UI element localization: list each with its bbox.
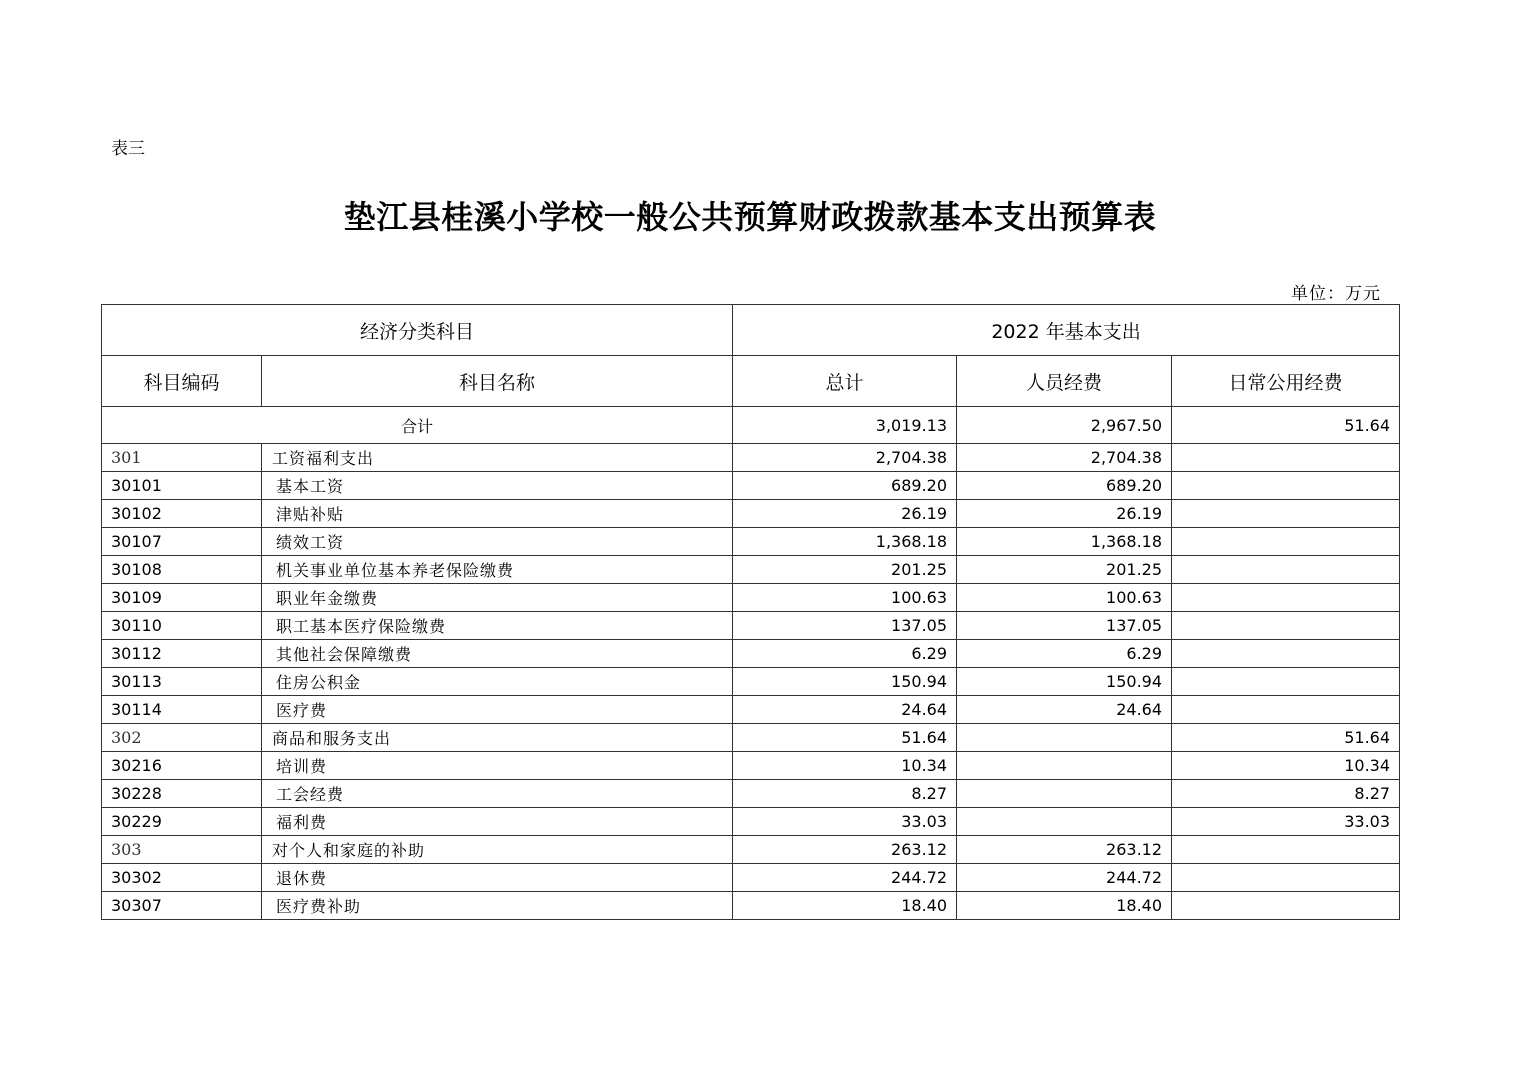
table-row: [102, 696, 1400, 724]
row-personnel: 689.20: [957, 472, 1172, 500]
row-public: 8.27: [1172, 780, 1400, 808]
row-name: 商品和服务支出: [262, 724, 733, 752]
table-number-label: 表三: [111, 139, 145, 159]
row-personnel: 201.25: [957, 556, 1172, 584]
row-public: 51.64: [1172, 724, 1400, 752]
row-name: 医疗费补助: [262, 892, 733, 920]
row-code: 30228: [102, 780, 262, 808]
row-name: 工会经费: [262, 780, 733, 808]
row-code: 303: [102, 836, 262, 864]
row-personnel: [957, 724, 1172, 752]
budget-table: [101, 304, 1400, 920]
row-total: 150.94: [733, 668, 957, 696]
row-code: 30302: [102, 864, 262, 892]
row-public: [1172, 696, 1400, 724]
row-total: 51.64: [733, 724, 957, 752]
header-personnel: 人员经费: [957, 356, 1172, 407]
row-name: 绩效工资: [262, 528, 733, 556]
row-public: [1172, 500, 1400, 528]
row-personnel: [957, 752, 1172, 780]
header-total: 总计: [733, 356, 957, 407]
row-code: 301: [102, 444, 262, 472]
row-total: 33.03: [733, 808, 957, 836]
header-economic-category: 经济分类科目: [102, 305, 733, 356]
row-public: [1172, 864, 1400, 892]
row-personnel: 26.19: [957, 500, 1172, 528]
header-code: 科目编码: [102, 356, 262, 407]
row-public: [1172, 444, 1400, 472]
row-personnel: 100.63: [957, 584, 1172, 612]
table-row: [102, 640, 1400, 668]
row-personnel: 244.72: [957, 864, 1172, 892]
row-name: 对个人和家庭的补助: [262, 836, 733, 864]
table-row: [102, 528, 1400, 556]
table-row: [102, 444, 1400, 472]
page-title: 垫江县桂溪小学校一般公共预算财政拨款基本支出预算表: [343, 198, 1157, 236]
table-row: [102, 500, 1400, 528]
row-name: 其他社会保障缴费: [262, 640, 733, 668]
row-total: 24.64: [733, 696, 957, 724]
row-code: 30113: [102, 668, 262, 696]
row-name: 住房公积金: [262, 668, 733, 696]
row-name: 机关事业单位基本养老保险缴费: [262, 556, 733, 584]
table-row: [102, 780, 1400, 808]
row-public: [1172, 584, 1400, 612]
header-group-row: [102, 305, 1400, 356]
header-name: 科目名称: [262, 356, 733, 407]
row-code: 30109: [102, 584, 262, 612]
row-name: 职工基本医疗保险缴费: [262, 612, 733, 640]
row-total: 26.19: [733, 500, 957, 528]
row-total: 6.29: [733, 640, 957, 668]
header-basic-expenditure: 2022 年基本支出: [733, 305, 1400, 356]
row-total: 1,368.18: [733, 528, 957, 556]
row-personnel: 2,704.38: [957, 444, 1172, 472]
table-row: [102, 864, 1400, 892]
row-public: [1172, 668, 1400, 696]
total-row: [102, 407, 1400, 444]
row-personnel: 18.40: [957, 892, 1172, 920]
table-row: [102, 612, 1400, 640]
row-personnel: 137.05: [957, 612, 1172, 640]
row-code: 30101: [102, 472, 262, 500]
table-row: [102, 668, 1400, 696]
table-row: [102, 472, 1400, 500]
row-code: 30229: [102, 808, 262, 836]
row-name: 福利费: [262, 808, 733, 836]
row-code: 30112: [102, 640, 262, 668]
row-public: [1172, 612, 1400, 640]
row-total: 10.34: [733, 752, 957, 780]
row-code: 30108: [102, 556, 262, 584]
table-row: [102, 808, 1400, 836]
row-personnel: 6.29: [957, 640, 1172, 668]
row-name: 职业年金缴费: [262, 584, 733, 612]
total-label: 合计: [102, 407, 733, 444]
row-total: 2,704.38: [733, 444, 957, 472]
table-row: [102, 556, 1400, 584]
row-personnel: 24.64: [957, 696, 1172, 724]
row-public: [1172, 556, 1400, 584]
row-public: [1172, 640, 1400, 668]
row-name: 基本工资: [262, 472, 733, 500]
row-code: 30107: [102, 528, 262, 556]
row-code: 30216: [102, 752, 262, 780]
row-public: [1172, 472, 1400, 500]
table-row: [102, 836, 1400, 864]
total-public: 51.64: [1172, 407, 1400, 444]
table-row: [102, 752, 1400, 780]
row-public: [1172, 836, 1400, 864]
header-public: 日常公用经费: [1172, 356, 1400, 407]
row-total: 100.63: [733, 584, 957, 612]
row-name: 培训费: [262, 752, 733, 780]
table-row: [102, 584, 1400, 612]
row-personnel: [957, 808, 1172, 836]
row-total: 18.40: [733, 892, 957, 920]
row-name: 工资福利支出: [262, 444, 733, 472]
row-personnel: 150.94: [957, 668, 1172, 696]
total-personnel: 2,967.50: [957, 407, 1172, 444]
row-name: 退休费: [262, 864, 733, 892]
row-code: 30114: [102, 696, 262, 724]
row-name: 医疗费: [262, 696, 733, 724]
header-column-row: [102, 356, 1400, 407]
table-row: [102, 892, 1400, 920]
row-code: 30102: [102, 500, 262, 528]
unit-label: 单位：万元: [1291, 284, 1381, 304]
row-total: 8.27: [733, 780, 957, 808]
row-code: 30110: [102, 612, 262, 640]
row-total: 244.72: [733, 864, 957, 892]
row-public: 10.34: [1172, 752, 1400, 780]
row-personnel: 263.12: [957, 836, 1172, 864]
row-total: 689.20: [733, 472, 957, 500]
row-code: 302: [102, 724, 262, 752]
total-total: 3,019.13: [733, 407, 957, 444]
row-personnel: [957, 780, 1172, 808]
table-row: [102, 724, 1400, 752]
row-public: [1172, 528, 1400, 556]
row-personnel: 1,368.18: [957, 528, 1172, 556]
row-total: 137.05: [733, 612, 957, 640]
row-public: [1172, 892, 1400, 920]
row-total: 263.12: [733, 836, 957, 864]
row-code: 30307: [102, 892, 262, 920]
row-name: 津贴补贴: [262, 500, 733, 528]
row-total: 201.25: [733, 556, 957, 584]
row-public: 33.03: [1172, 808, 1400, 836]
